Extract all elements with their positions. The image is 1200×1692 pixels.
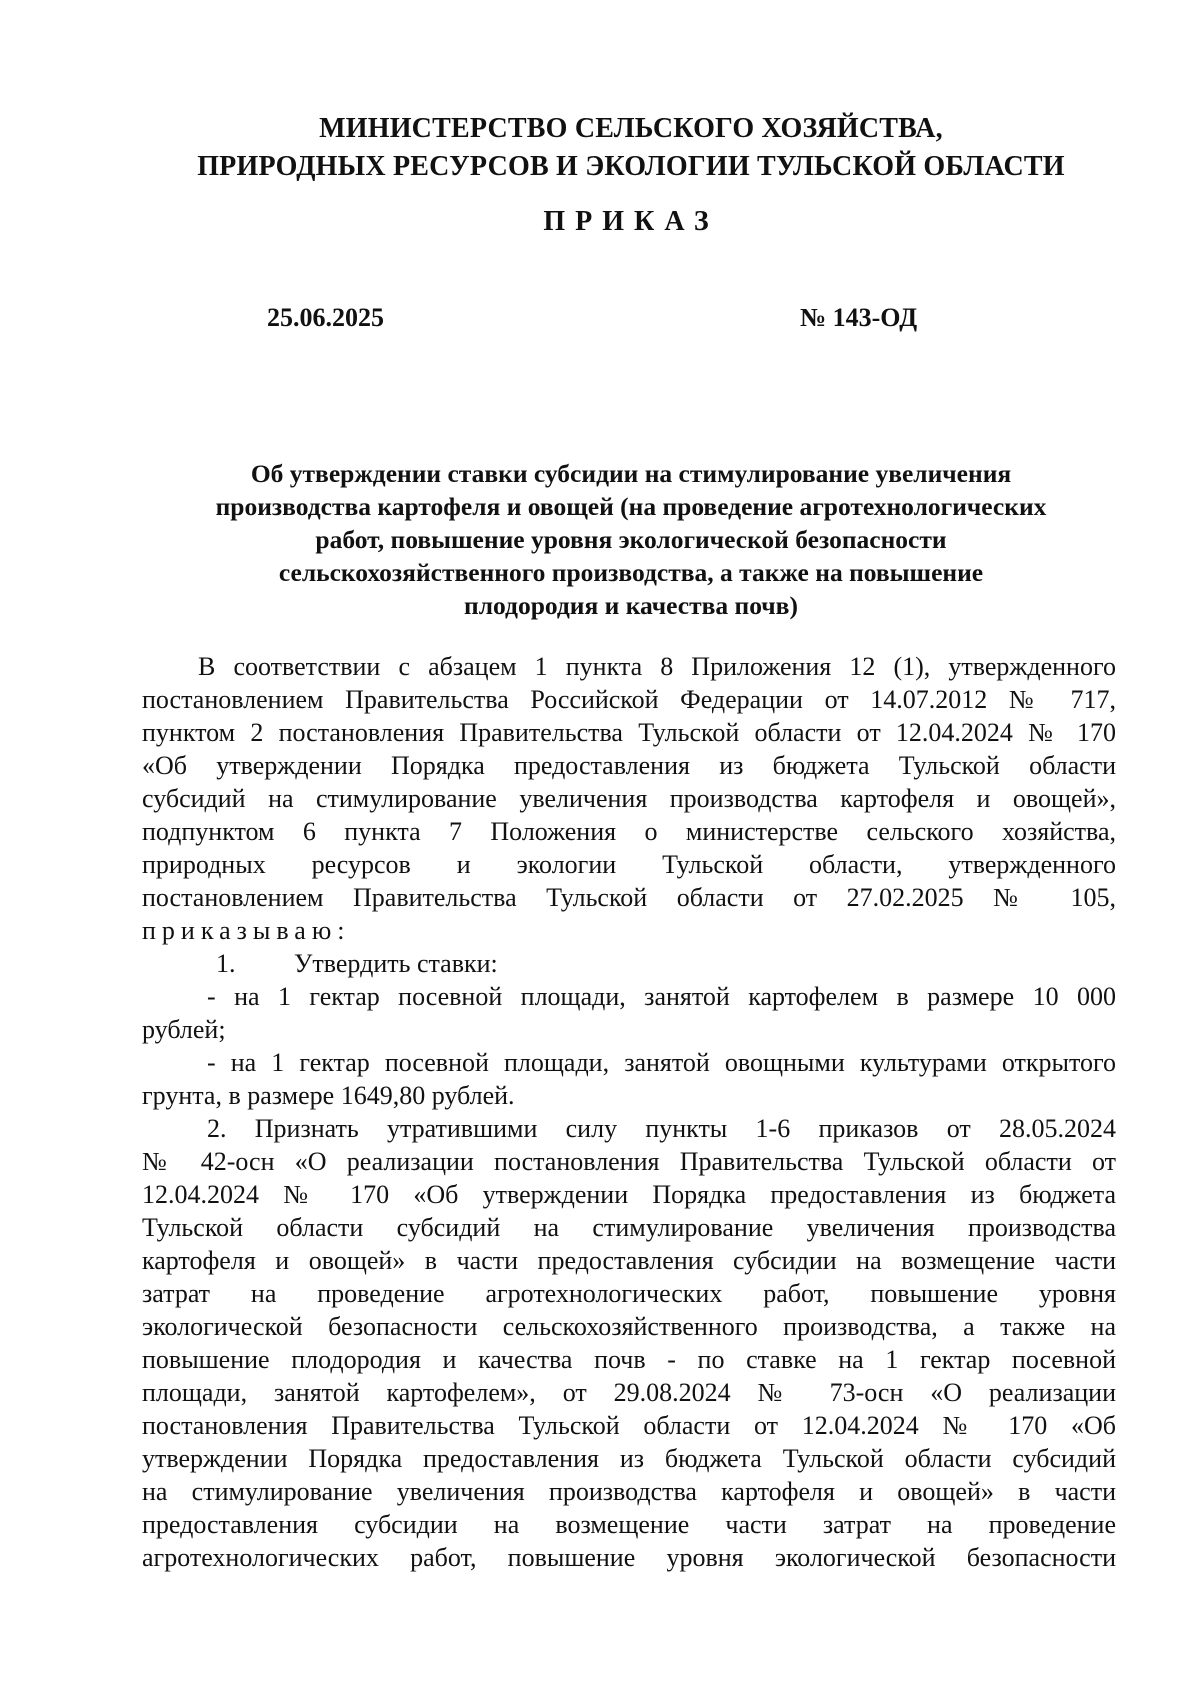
item-2-line: площади, занятой картофелем», от 29.08.2024 № 73-осн «О реализации — [142, 1378, 1116, 1407]
rate-1-line-1: - на 1 гектар посевной площади, занятой картофелем в размере 10 000 — [207, 982, 1116, 1011]
item-2-line: № 42-осн «О реализации постановления Правительства Тульской области от — [142, 1147, 1116, 1176]
item-1-text: Утвердить ставки: — [294, 949, 498, 978]
preamble-line: постановлением Правительства Российской Федерации от 14.07.2012 № 717, — [142, 685, 1116, 714]
order-number: № 143-ОД — [800, 303, 918, 332]
item-2-line: картофеля и овощей» в части предоставления субсидии на возмещение части — [142, 1246, 1116, 1275]
ministry-heading — [0, 110, 1200, 186]
ministry-line-2: ПРИРОДНЫХ РЕСУРСОВ И ЭКОЛОГИИ ТУЛЬСКОЙ ОБЛАСТИ — [197, 151, 1065, 182]
item-1-number: 1. — [216, 949, 236, 978]
item-2-line: на стимулирование увеличения производства картофеля и овощей» в части — [142, 1477, 1116, 1506]
item-2-line: затрат на проведение агротехнологических работ, повышение уровня — [142, 1279, 1116, 1308]
subject-line: производства картофеля и овощей (на проведение агротехнологических — [215, 492, 1047, 521]
item-1 — [142, 947, 1116, 980]
preamble-line: субсидий на стимулирование увеличения производства картофеля и овощей», — [142, 784, 1116, 813]
preamble-line: пунктом 2 постановления Правительства Тульской области от 12.04.2024 № 170 — [142, 718, 1116, 747]
preamble-line: постановлением Правительства Тульской области от 27.02.2025 № 105, — [142, 883, 1116, 912]
rate-2-line-2: грунта, в размере 1649,80 рублей. — [142, 1081, 515, 1110]
preamble-line: В соответствии с абзацем 1 пункта 8 Приложения 12 (1), утвержденного — [198, 652, 1116, 681]
preamble-line: «Об утверждении Порядка предоставления из бюджета Тульской области — [142, 751, 1116, 780]
order-date: 25.06.2025 — [267, 303, 384, 332]
order-subject — [0, 457, 1200, 622]
subject-line: плодородия и качества почв) — [464, 591, 798, 620]
order-body — [142, 650, 1116, 1574]
item-2-line: утверждении Порядка предоставления из бюджета Тульской области субсидий — [142, 1444, 1116, 1473]
preamble-line: подпунктом 6 пункта 7 Положения о министерстве сельского хозяйства, — [142, 817, 1116, 846]
subject-line: сельскохозяйственного производства, а также на повышение — [278, 558, 984, 587]
preamble-line: природных ресурсов и экологии Тульской области, утвержденного — [142, 850, 1116, 879]
item-2-line: Тульской области субсидий на стимулирование увеличения производства — [142, 1213, 1116, 1242]
subject-line: Об утверждении ставки субсидии на стимулирование увеличения — [250, 459, 1012, 488]
item-2-line: постановления Правительства Тульской области от 12.04.2024 № 170 «Об — [142, 1411, 1116, 1440]
rate-2-line-1: - на 1 гектар посевной площади, занятой овощными культурами открытого — [207, 1048, 1116, 1077]
item-2-line: агротехнологических работ, повышение уровня экологической безопасности — [142, 1543, 1116, 1572]
item-2-line: 2. Признать утратившими силу пункты 1-6 приказов от 28.05.2024 — [207, 1114, 1116, 1143]
item-2-line: экологической безопасности сельскохозяйственного производства, а также на — [142, 1312, 1116, 1341]
item-2-line: 12.04.2024 № 170 «Об утверждении Порядка предоставления из бюджета — [142, 1180, 1116, 1209]
order-title: ПРИКАЗ — [543, 206, 719, 237]
subject-line: работ, повышение уровня экологической безопасности — [315, 525, 947, 554]
rate-1-line-2: рублей; — [142, 1015, 226, 1044]
item-2-line: предоставления субсидии на возмещение части затрат на проведение — [142, 1510, 1116, 1539]
item-2-line: повышение плодородия и качества почв - по ставке на 1 гектар посевной — [142, 1345, 1116, 1374]
order-word: приказываю: — [142, 916, 351, 945]
ministry-line-1: МИНИСТЕРСТВО СЕЛЬСКОГО ХОЗЯЙСТВА, — [319, 113, 943, 144]
